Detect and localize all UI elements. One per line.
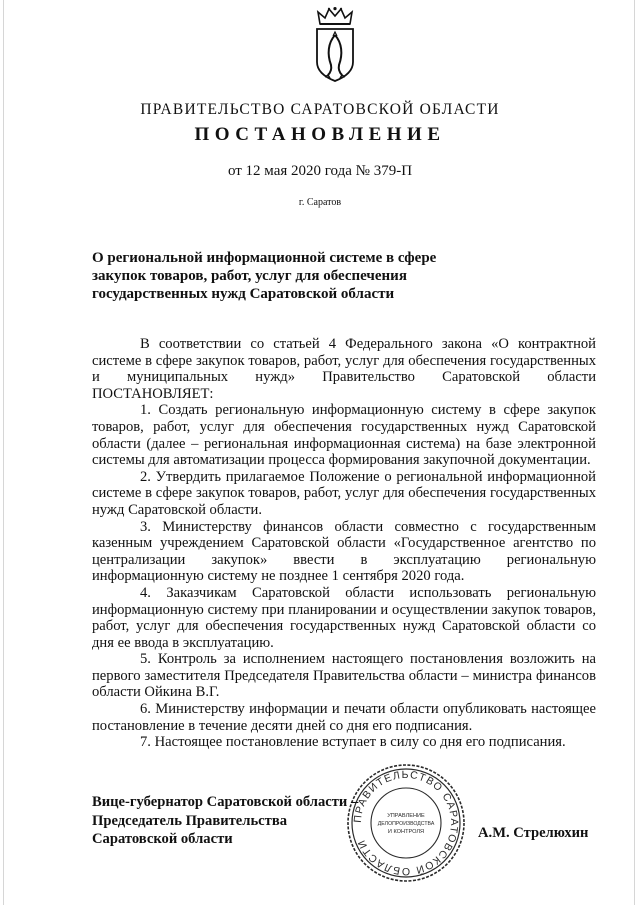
body-paragraph: 4. Заказчикам Саратовской области использовать региональную информационную систему при планировании и осуществлении закупок товаров, работ, услуг для обеспечения государственных нужд Саратовской области со дня ее ввода в эксплуатацию. [92, 584, 596, 651]
subject-line: О региональной информационной системе в сфере [92, 250, 437, 266]
government-name: ПРАВИТЕЛЬСТВО САРАТОВСКОЙ ОБЛАСТИ [140, 101, 500, 118]
stamp-ring-text: ПРАВИТЕЛЬСТВО САРАТОВСКОЙ ОБЛАСТИ [351, 768, 461, 878]
signatory-line: Саратовской области [92, 831, 233, 847]
body-paragraph: 1. Создать региональную информационную систему в сфере закупок товаров, работ, услуг для обеспечения государственных нужд Саратовской области (далее – региональная информационная система) на базе электронной системы для автоматизации процесса формирования закупочной документации. [92, 402, 596, 469]
saratov-coat-of-arms-icon [313, 6, 357, 84]
signatory-name: А.М. Стрелюхин [478, 825, 589, 841]
subject-line: государственных нужд Саратовской области [92, 286, 395, 302]
document-body [92, 336, 596, 751]
stamp-center-line: И КОНТРОЛЯ [387, 829, 425, 835]
subject-line: закупок товаров, работ, услуг для обеспечения [92, 268, 407, 284]
document-type: ПОСТАНОВЛЕНИЕ [194, 124, 446, 145]
signatory-line: Председатель Правительства [92, 812, 288, 829]
body-paragraph: 2. Утвердить прилагаемое Положение о региональной информационной системе в сфере закупок товаров, работ, услуг для обеспечения государственных нужд Саратовской области. [92, 468, 596, 518]
stamp-center-line: ДЕЛОПРОИЗВОДСТВА [377, 821, 435, 827]
body-paragraph: 7. Настоящее постановление вступает в силу со дня его подписания. [140, 734, 566, 751]
body-paragraph: 6. Министерству информации и печати области опубликовать настоящее постановление в течение десяти дней со дня его подписания. [92, 701, 596, 734]
signatory-line: Вице-губернатор Саратовской области – [92, 794, 359, 810]
stamp-center-line: УПРАВЛЕНИЕ [387, 813, 425, 819]
body-paragraph: В соответствии со статьей 4 Федерального закона «О контрактной системе в сфере закупок товаров, работ, услуг для обеспечения государственных и муниципальных нужд» Правительство Саратовской области ПОСТАНОВЛЯЕТ: [92, 336, 596, 402]
document-date-number: от 12 мая 2020 года № 379-П [227, 163, 413, 179]
signatory-title [92, 793, 392, 849]
body-paragraph: 3. Министерству финансов области совместно с государственным казенным учреждением Саратовской области «Государственное агентство по централизации закупок» ввести в эксплуатацию региональную информационную систему не позднее 1 сентября 2020 года. [92, 518, 596, 585]
document-subject [92, 249, 442, 303]
body-paragraph: 5. Контроль за исполнением настоящего постановления возложить на первого заместителя Председателя Правительства области – министра финансов области Ойкина В.Г. [92, 651, 596, 701]
document-city: г. Саратов [298, 197, 342, 208]
